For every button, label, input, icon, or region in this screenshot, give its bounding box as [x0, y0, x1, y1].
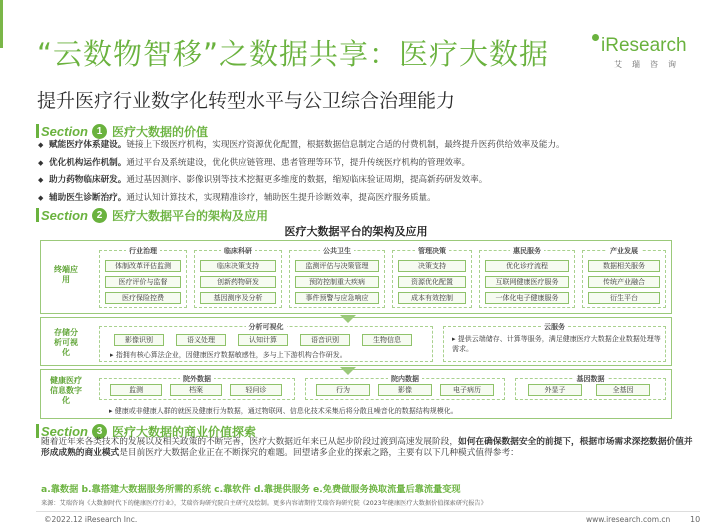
- category-industry-governance: [99, 247, 187, 308]
- diamond-bullet-icon: ◆: [38, 176, 44, 184]
- bullet-text: 通过基因测序、影像识别等技术挖掘更多维度的数据，缩短临床验证周期，提高新药研发效率。: [126, 175, 488, 185]
- category-gene-data: [515, 375, 666, 400]
- app-pill: 医疗评价与监督: [105, 276, 181, 288]
- source-pill: 监测: [110, 384, 162, 396]
- source-pill: 全基因: [596, 384, 650, 396]
- diagram-title: 医疗大数据平台的架构及应用: [284, 225, 428, 238]
- footer-copyright: ©2022.12 iResearch Inc.: [44, 515, 138, 524]
- category-title: 云服务: [541, 323, 568, 331]
- para-bold-text: 如何在确保数据安全的前提下，根据市场需求深挖数据价值并形成成熟的商业模式: [41, 437, 693, 459]
- category-title: 管理决策: [415, 247, 449, 255]
- source-pill: 行为: [316, 384, 370, 396]
- cloud-note-text: 提供云端储存、计算等服务，满足健康医疗大数据企业数据处理等需求。: [452, 335, 661, 353]
- category-out-hospital-data: [99, 375, 295, 400]
- layer-storage-analytics: [40, 317, 672, 366]
- tech-pill: 语音识别: [300, 334, 350, 346]
- section-2-header: [36, 207, 268, 223]
- category-title: 基因数据: [574, 375, 608, 383]
- para-text: 是目前医疗大数据企业正在不断探究的难题。回望诸多企业的探索之路，主要有以下几种模式值得参考：: [119, 448, 519, 459]
- category-title: 行业治理: [126, 247, 160, 255]
- category-in-hospital-data: [305, 375, 505, 400]
- list-item: [38, 158, 698, 169]
- architecture-diagram: [40, 223, 672, 419]
- visual-note-text: 指拥有核心算法企业，因健康医疗数据敏感性，多与上下游机构合作研发。: [115, 351, 347, 359]
- category-industry-development: [582, 247, 666, 308]
- page-subtitle: 提升医疗行业数字化转型水平与公卫综合治理能力: [37, 90, 456, 112]
- section-title: 医疗大数据的商业价值探索: [111, 424, 256, 439]
- section-title: 医疗大数据平台的架构及应用: [111, 208, 268, 223]
- category-title: 临床科研: [221, 247, 255, 255]
- app-pill: 体制改革评估监测: [105, 260, 181, 272]
- tech-pill: 影像识别: [114, 334, 164, 346]
- section-title: 医疗大数据的价值: [111, 124, 208, 139]
- category-title: 惠民服务: [510, 247, 544, 255]
- category-title: 分析可视化: [246, 323, 287, 331]
- app-pill: 一体化电子健康服务: [485, 292, 569, 304]
- category-public-health: [289, 247, 385, 308]
- category-title: 产业发展: [607, 247, 641, 255]
- cloud-note: ▸ 提供云端储存、计算等服务，满足健康医疗大数据企业数据处理等需求。: [452, 335, 661, 353]
- diamond-bullet-icon: ◆: [38, 193, 44, 202]
- category-title: 院内数据: [388, 375, 422, 383]
- value-bullet-list: [38, 140, 698, 210]
- bullet-lead: 赋能医疗体系建设。: [49, 140, 127, 150]
- list-item: [38, 193, 698, 204]
- logo-dot-icon: [592, 34, 599, 41]
- logo-text: iResearch: [601, 35, 687, 56]
- bullet-text: 通过平台及系统建设，优化供应链管理、患者管理等环节，提升传统医疗机构的管理效率。: [126, 157, 471, 168]
- bullet-lead: 优化机构运作机制。: [49, 157, 127, 168]
- app-pill: 数据相关服务: [588, 260, 660, 272]
- iresearch-logo: [592, 34, 702, 82]
- page-number: 10: [690, 515, 701, 524]
- para-text: 随着近年来各类技术的发展以及相关政策的不断完善，医疗大数据近年来已从起步阶段过渡到高速发展阶段，: [41, 437, 458, 447]
- app-pill: 决策支持: [398, 260, 466, 272]
- source-pill: 轻问诊: [230, 384, 282, 396]
- logo-cn: 艾瑞咨询: [614, 60, 686, 69]
- app-pill: 创新药物研发: [200, 276, 276, 288]
- diamond-bullet-icon: ◆: [38, 158, 44, 167]
- app-pill: 基因测序及分析: [200, 292, 276, 304]
- section-bar: [36, 208, 39, 222]
- category-public-services: [479, 247, 575, 308]
- category-management-decision: [392, 247, 472, 308]
- app-pill: 成本有效控制: [398, 292, 466, 304]
- source-note-text: 健康或非健康人群的就医及健康行为数据，通过物联网、信息化技术采集后将分散且噪音化的数据结构规模化。: [114, 407, 458, 415]
- app-pill: 事件预警与应急响应: [295, 292, 379, 304]
- edge-accent-bar: [0, 0, 3, 48]
- source-pill: 影像: [378, 384, 432, 396]
- section-word: Section: [41, 207, 88, 223]
- section-word: Section: [41, 123, 88, 139]
- business-value-paragraph: [41, 437, 696, 460]
- category-title: 公共卫生: [320, 247, 354, 255]
- bullet-text: 通过认知计算技术，实现精准诊疗，辅助医生提升诊断效率，提高医疗服务质量。: [126, 192, 436, 203]
- bullet-lead: 辅助医生诊断治疗。: [49, 192, 127, 203]
- layer-label-sources: 健康医疗信息数字化: [50, 376, 82, 405]
- list-item: [38, 175, 698, 186]
- section-1-header: [36, 123, 208, 139]
- source-pill: 档案: [170, 384, 222, 396]
- diamond-bullet-icon: ◆: [38, 141, 44, 149]
- bullet-text: 链接上下级医疗机构，实现医疗资源优化配置，根据数据信息制定合适的付费机制，最终提升医药供给效率及能力。: [126, 140, 565, 150]
- section-bar: [36, 424, 39, 438]
- category-cloud-service: [443, 323, 666, 362]
- app-pill: 传统产业融合: [588, 276, 660, 288]
- section-bar: [36, 124, 39, 138]
- layer-label-storage: 存储分析可视化: [54, 328, 78, 357]
- bullet-lead: 助力药物临床研发。: [49, 175, 127, 185]
- layer-applications: [40, 240, 672, 314]
- category-clinical-research: [194, 247, 282, 308]
- app-pill: 监测评估与决策管理: [295, 260, 379, 272]
- source-note: 来源：艾瑞咨询《大数据时代下的健康医疗行业》，艾瑞咨询研究院自主研究及绘制。更多内容请期待艾瑞咨询研究院《2023年健康医疗大数据价值探索研究报告》: [41, 500, 487, 507]
- footer-divider: [36, 511, 700, 512]
- tech-pill: 认知计算: [238, 334, 288, 346]
- app-pill: 医疗保险控费: [105, 292, 181, 304]
- page-title: “云数物智移”之数据共享：医疗大数据: [37, 37, 550, 71]
- source-pill: 电子病历: [440, 384, 494, 396]
- visual-note: ▸ 指拥有核心算法企业，因健康医疗数据敏感性，多与上下游机构合作研发。: [110, 351, 347, 359]
- section-word: Section: [41, 423, 88, 439]
- layer-label-applications: 终端应用: [54, 265, 78, 284]
- app-pill: 优化诊疗流程: [485, 260, 569, 272]
- source-note: ▸ 健康或非健康人群的就医及健康行为数据，通过物联网、信息化技术采集后将分散且噪音化的数据结构规模化。: [109, 407, 458, 415]
- app-pill: 资源优化配置: [398, 276, 466, 288]
- section-number-badge: 1: [92, 124, 107, 139]
- category-title: 院外数据: [180, 375, 214, 383]
- category-analysis-visualization: [99, 323, 433, 362]
- footer-url[interactable]: www.iresearch.com.cn: [586, 515, 671, 524]
- app-pill: 互联网健康医疗服务: [485, 276, 569, 288]
- tech-pill: 生物信息: [362, 334, 412, 346]
- tech-pill: 语义处理: [176, 334, 226, 346]
- app-pill: 衍生平台: [588, 292, 660, 304]
- app-pill: 预防控制重大疾病: [295, 276, 379, 288]
- layer-data-sources: [40, 369, 672, 419]
- business-model-examples: a.靠数据 b.靠搭建大数据服务所需的系统 c.靠软件 d.靠提供服务 e.免费做服务换取流量后靠流量变现: [41, 484, 461, 495]
- section-number-badge: 2: [92, 208, 107, 223]
- app-pill: 临床决策支持: [200, 260, 276, 272]
- list-item: [38, 140, 698, 151]
- section-number-badge: 3: [92, 424, 107, 439]
- source-pill: 外显子: [528, 384, 582, 396]
